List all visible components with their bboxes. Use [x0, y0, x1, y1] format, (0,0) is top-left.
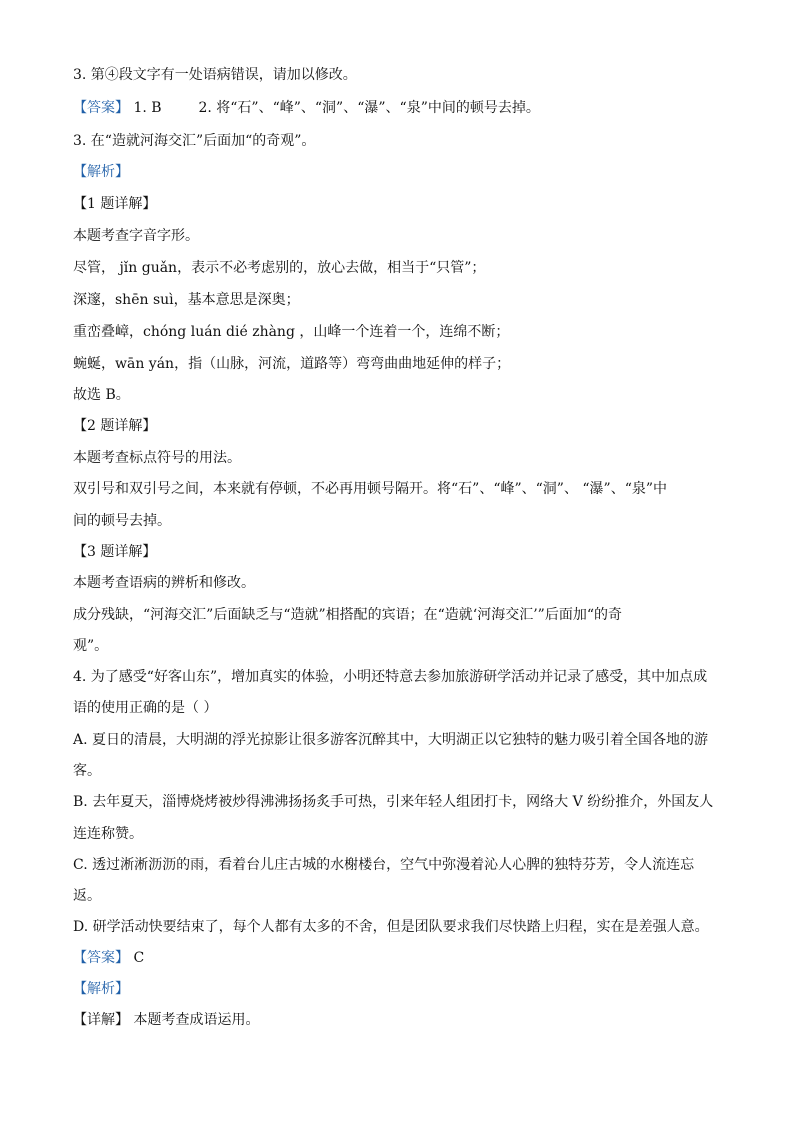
question-4-stem: 语的使用正确的是（ ）: [73, 700, 218, 716]
paragraph: 本题考查语病的辨析和修改。: [73, 575, 255, 591]
paragraph: 故选 B。: [73, 387, 130, 403]
paragraph: 观”。: [73, 638, 109, 654]
detail-1-tag: 【1 题详解】: [73, 196, 157, 212]
paragraph: 间的顿号去掉。: [73, 513, 171, 529]
answer-item-1: 1. B: [133, 100, 162, 116]
answer-item-3: 3. 在“造就河海交汇”后面加“的奇观”。: [73, 133, 316, 149]
paragraph: 本题考查标点符号的用法。: [73, 450, 241, 466]
option-b: B. 去年夏天，淄博烧烤被炒得沸沸扬扬炙手可热，引来年轻人组团打卡，网络大 V 纷纷推介，外国友人: [73, 794, 714, 810]
paragraph: 深邃，shēn suì，基本意思是深奥；: [73, 292, 300, 308]
answer-row-1: [73, 98, 540, 118]
paragraph: 双引号和双引号之间，本来就有停顿，不必再用顿号隔开。将“石”、“峰”、“洞”、 “瀑”、“泉”中: [73, 481, 668, 497]
question-4-stem: 4. 为了感受“好客山东”，增加真实的体验，小明还特意去参加旅游研学活动并记录了感受，其中加点成: [73, 669, 708, 685]
paragraph: 本题考查字音字形。: [73, 228, 199, 244]
analysis-tag: 【解析】: [73, 164, 129, 180]
detail-row: [73, 1010, 259, 1030]
option-d: D. 研学活动快要结束了，每个人都有太多的不舍，但是团队要求我们尽快踏上归程，实在是差强人意。: [73, 919, 709, 935]
option-b: 连连称赞。: [73, 826, 143, 842]
option-c: 返。: [73, 888, 101, 904]
answer-tag: 【答案】: [73, 950, 129, 966]
answer-tag: 【答案】: [73, 100, 129, 116]
detail-3-tag: 【3 题详解】: [73, 544, 157, 560]
paragraph: 重峦叠嶂，chóng luán dié zhàng ，山峰一个连着一个，连绵不断；: [73, 324, 510, 340]
analysis-tag: 【解析】: [73, 981, 129, 997]
option-a: A. 夏日的清晨，大明湖的浮光掠影让很多游客沉醉其中，大明湖正以它独特的魅力吸引着全国各地的游: [73, 732, 709, 748]
detail-2-tag: 【2 题详解】: [73, 418, 157, 434]
paragraph: 成分残缺，“河海交汇”后面缺乏与“造就”相搭配的宾语；在“造就‘河海交汇’”后面加“的奇: [73, 607, 622, 623]
detail-tag: 【详解】: [73, 1012, 129, 1028]
detail-text: 本题考查成语运用。: [133, 1012, 260, 1028]
answer-row-2: [73, 948, 144, 968]
paragraph: 蜿蜒，wān yán，指（山脉，河流，道路等）弯弯曲曲地延伸的样子；: [73, 356, 511, 372]
answer-value: C: [133, 950, 145, 966]
option-a: 客。: [73, 763, 101, 779]
paragraph: 尽管， jǐn guǎn，表示不必考虑别的，放心去做，相当于“只管”；: [73, 260, 486, 276]
answer-item-2: 2. 将“石”、“峰”、“洞”、“瀑”、“泉”中间的顿号去掉。: [198, 100, 540, 116]
question-3-prompt: 3. 第④段文字有一处语病错误，请加以修改。: [73, 67, 357, 83]
option-c: C. 透过淅淅沥沥的雨，看着台儿庄古城的水榭楼台，空气中弥漫着沁人心脾的独特芬芳，令人流连忘: [73, 857, 695, 873]
